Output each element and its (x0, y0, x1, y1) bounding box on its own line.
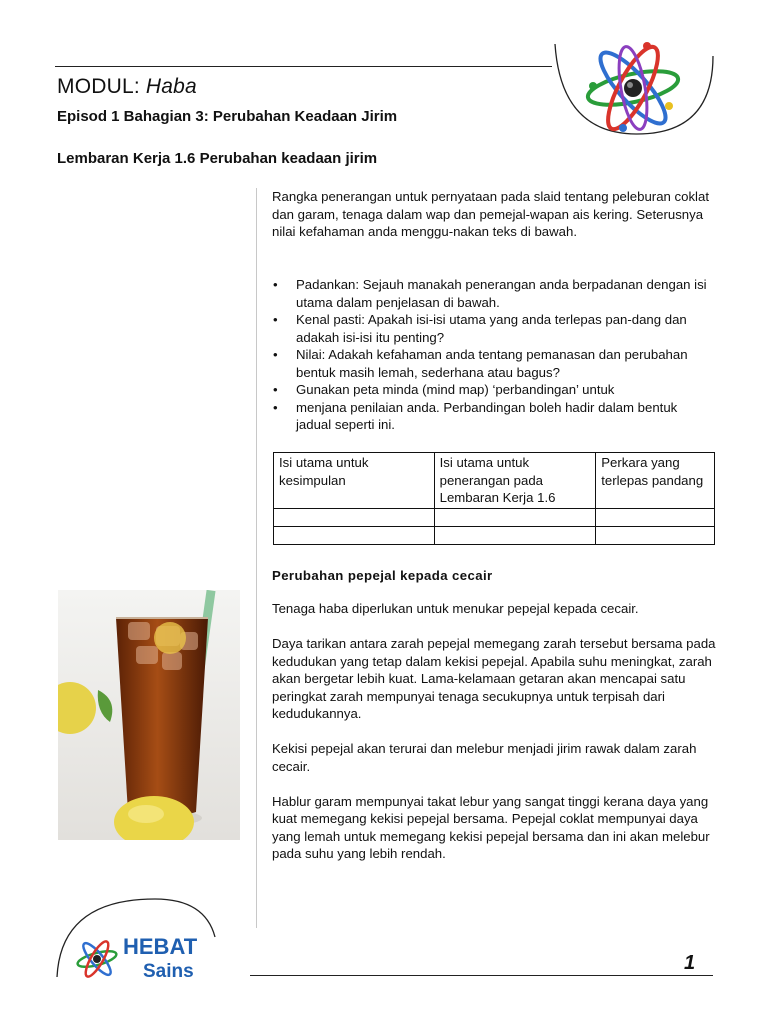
body-paragraph: Tenaga haba diperlukan untuk menukar pepejal kepada cecair. (272, 601, 639, 616)
page-number: 1 (684, 952, 696, 974)
table-cell[interactable] (274, 526, 435, 544)
list-item: • Gunakan peta minda (mind map) ‘perbandingan’ untuk (272, 381, 712, 399)
module-name: Haba (145, 75, 197, 98)
module-label: MODUL: (57, 75, 140, 98)
list-item: • Padankan: Sejauh manakah penerangan anda berpadanan dengan isi utama dalam penjelasan di bawah. (272, 276, 712, 311)
section-body (272, 600, 722, 880)
logo-word-hebat: HEBAT (123, 934, 198, 959)
table-header-cell: Isi utama untuk kesimpulan (274, 453, 435, 509)
comparison-table (273, 452, 715, 545)
table-cell[interactable] (274, 508, 435, 526)
table-cell[interactable] (434, 508, 596, 526)
table-header-row (274, 453, 715, 509)
worksheet-title: Lembaran Kerja 1.6 Perubahan keadaan jirim (57, 150, 378, 167)
list-item: • menjana penilaian anda. Perbandingan boleh hadir dalam bentuk jadual seperti ini. (272, 399, 712, 434)
iced-tea-image (58, 590, 240, 840)
footer-rule (250, 975, 713, 976)
header-rule (55, 66, 552, 67)
logo-word-sains: Sains (143, 961, 194, 982)
table-cell[interactable] (596, 526, 715, 544)
body-paragraph: Hablur garam mempunyai takat lebur yang sangat tinggi kerana daya yang kuat memegang kekisi pepejal bersama. Pepejal coklat mempunyai daya yang lemah untuk memegang kekisi pepejal bersama dan ini akan melebur pada suhu yang lebih rendah. (272, 793, 710, 861)
instruction-list (272, 276, 712, 434)
mini-atom-icon (76, 939, 118, 980)
table-cell[interactable] (434, 526, 596, 544)
table-cell[interactable] (596, 508, 715, 526)
intro-paragraph: Rangka penerangan untuk pernyataan pada slaid tentang peleburan coklat dan garam, tenaga dalam wap dan pemejal-wapan ais kering. Seterusnya nilai kefahaman anda menggu-nakan teks di bawah. (272, 189, 709, 239)
episode-title: Episod 1 Bahagian 3: Perubahan Keadaan Jirim (57, 108, 398, 125)
hebat-sains-logo (55, 897, 265, 987)
list-item: • Nilai: Adakah kefahaman anda tentang pemanasan dan perubahan bentuk masih lemah, sederhana atau bagus? (272, 346, 712, 381)
list-item: • Kenal pasti: Apakah isi-isi utama yang anda terlepas pan-dang dan adakah isi-isi itu penting? (272, 311, 712, 346)
section-heading: Perubahan pepejal kepada cecair (272, 568, 493, 583)
table-header-cell: Perkara yang terlepas pandang (596, 453, 715, 509)
table-row (274, 508, 715, 526)
module-title (57, 74, 197, 100)
table-header-cell: Isi utama untuk penerangan pada Lembaran Kerja 1.6 (434, 453, 596, 509)
table-row (274, 526, 715, 544)
column-divider (256, 188, 257, 928)
body-paragraph: Daya tarikan antara zarah pepejal memegang zarah tersebut bersama pada kedudukan yang tetap dalam kekisi pepejal. Apabila suhu meningkat, zarah akan bergetar lebih kuat. Lama-kelamaan getaran akan mencapai satu peringkat zarah mempunyai tenaga secukupnya untuk terpisah dari kedudukannya. (272, 636, 716, 721)
atom-logo-icon (553, 36, 721, 146)
body-paragraph: Kekisi pepejal akan terurai dan melebur menjadi jirim rawak dalam zarah cecair. (272, 741, 697, 774)
